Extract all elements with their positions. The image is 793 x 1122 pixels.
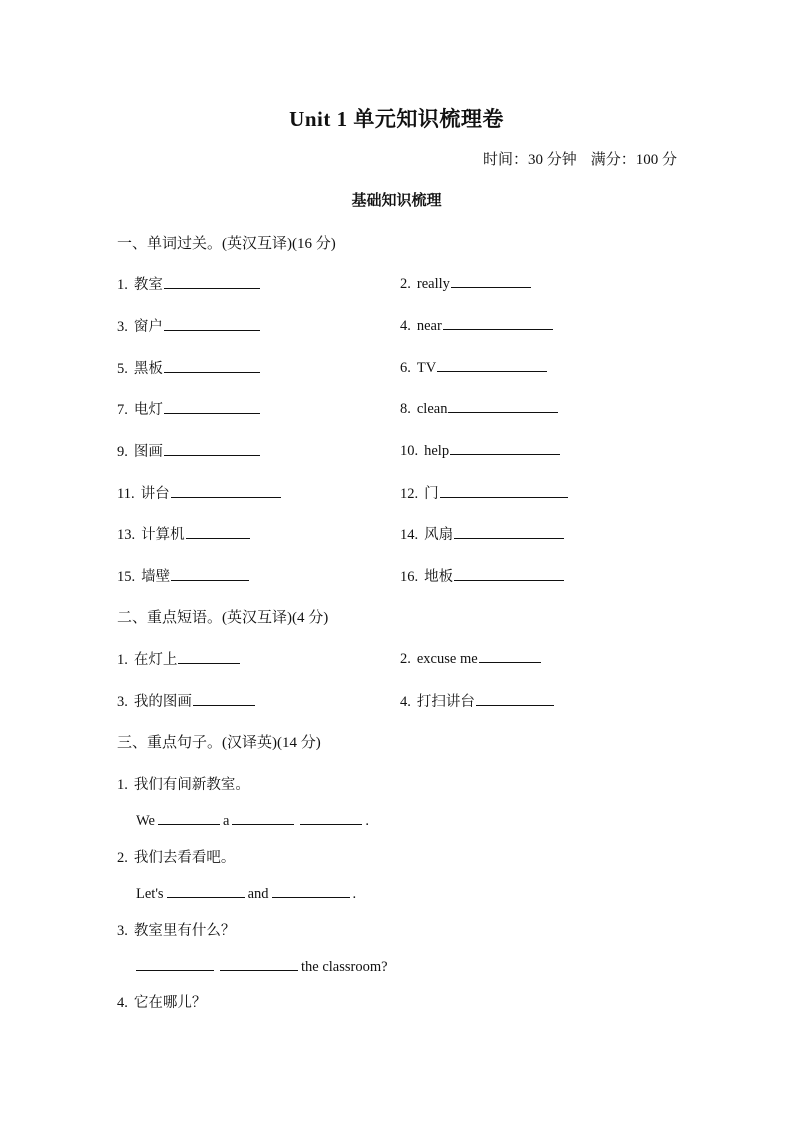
answer-blank[interactable] [454,524,564,539]
time-limit: 时间：30 分钟 [482,152,577,168]
answer-blank[interactable] [476,691,554,706]
sentence-answer-3: the classroom? [136,956,388,976]
vocab-item-15: 15. 墙壁 [117,565,249,586]
answer-blank[interactable] [164,316,260,331]
vocab-item-3: 3. 窗户 [117,315,260,336]
exam-meta [483,148,677,169]
sentence-item-3: 3. 教室里有什么？ [117,923,236,939]
answer-blank[interactable] [450,440,560,455]
vocab-item-1: 1. 教室 [117,273,260,294]
answer-blank[interactable] [220,956,298,971]
answer-blank[interactable] [136,956,214,971]
answer-blank[interactable] [171,483,281,498]
section3-heading: 三、重点句子。(汉译英)(14 分) [117,735,321,751]
vocab-item-7: 7. 电灯 [117,398,260,419]
answer-blank[interactable] [451,273,531,288]
vocab-item-6: 6. TV [400,357,547,377]
phrase-item-2: 2. excuse me [400,648,541,668]
vocab-item-4: 4. near [400,315,553,335]
sentence-item-4: 4. 它在哪儿？ [117,995,207,1011]
sentence-answer-1: We a . [136,810,369,830]
answer-blank[interactable] [479,648,541,663]
answer-blank[interactable] [437,357,547,372]
sentence-item-2: 2. 我们去看看吧。 [117,850,236,866]
vocab-item-2: 2. really [400,273,531,293]
answer-blank[interactable] [164,441,260,456]
answer-blank[interactable] [164,399,260,414]
answer-blank[interactable] [272,883,350,898]
phrase-item-4: 4. 打扫讲台 [400,690,554,711]
vocab-item-9: 9. 图画 [117,440,260,461]
answer-blank[interactable] [186,524,250,539]
vocab-item-5: 5. 黑板 [117,357,260,378]
vocab-item-11: 11. 讲台 [117,482,281,503]
answer-blank[interactable] [300,810,362,825]
answer-blank[interactable] [178,649,240,664]
page-title: Unit 1 单元知识梳理卷 [289,107,504,131]
section1-heading: 一、单词过关。(英汉互译)(16 分) [117,236,336,252]
phrase-item-1: 1. 在灯上 [117,648,240,669]
vocab-item-12: 12. 门 [400,482,568,503]
answer-blank[interactable] [232,810,294,825]
answer-blank[interactable] [167,883,245,898]
answer-blank[interactable] [158,810,220,825]
sentence-answer-2: Let's and . [136,883,356,903]
answer-blank[interactable] [448,398,558,413]
answer-blank[interactable] [171,566,249,581]
section-subtitle: 基础知识梳理 [351,193,442,209]
full-score: 满分：100 分 [590,152,677,168]
answer-blank[interactable] [164,274,260,289]
answer-blank[interactable] [443,315,553,330]
answer-blank[interactable] [454,566,564,581]
vocab-item-13: 13. 计算机 [117,523,250,544]
sentence-item-1: 1. 我们有间新教室。 [117,777,250,793]
phrase-item-3: 3. 我的图画 [117,690,255,711]
vocab-item-10: 10. help [400,440,560,460]
vocab-item-16: 16. 地板 [400,565,564,586]
answer-blank[interactable] [193,691,255,706]
vocab-item-14: 14. 风扇 [400,523,564,544]
answer-blank[interactable] [164,358,260,373]
section2-heading: 二、重点短语。(英汉互译)(4 分) [117,610,329,626]
vocab-item-8: 8. clean [400,398,558,418]
answer-blank[interactable] [440,483,568,498]
